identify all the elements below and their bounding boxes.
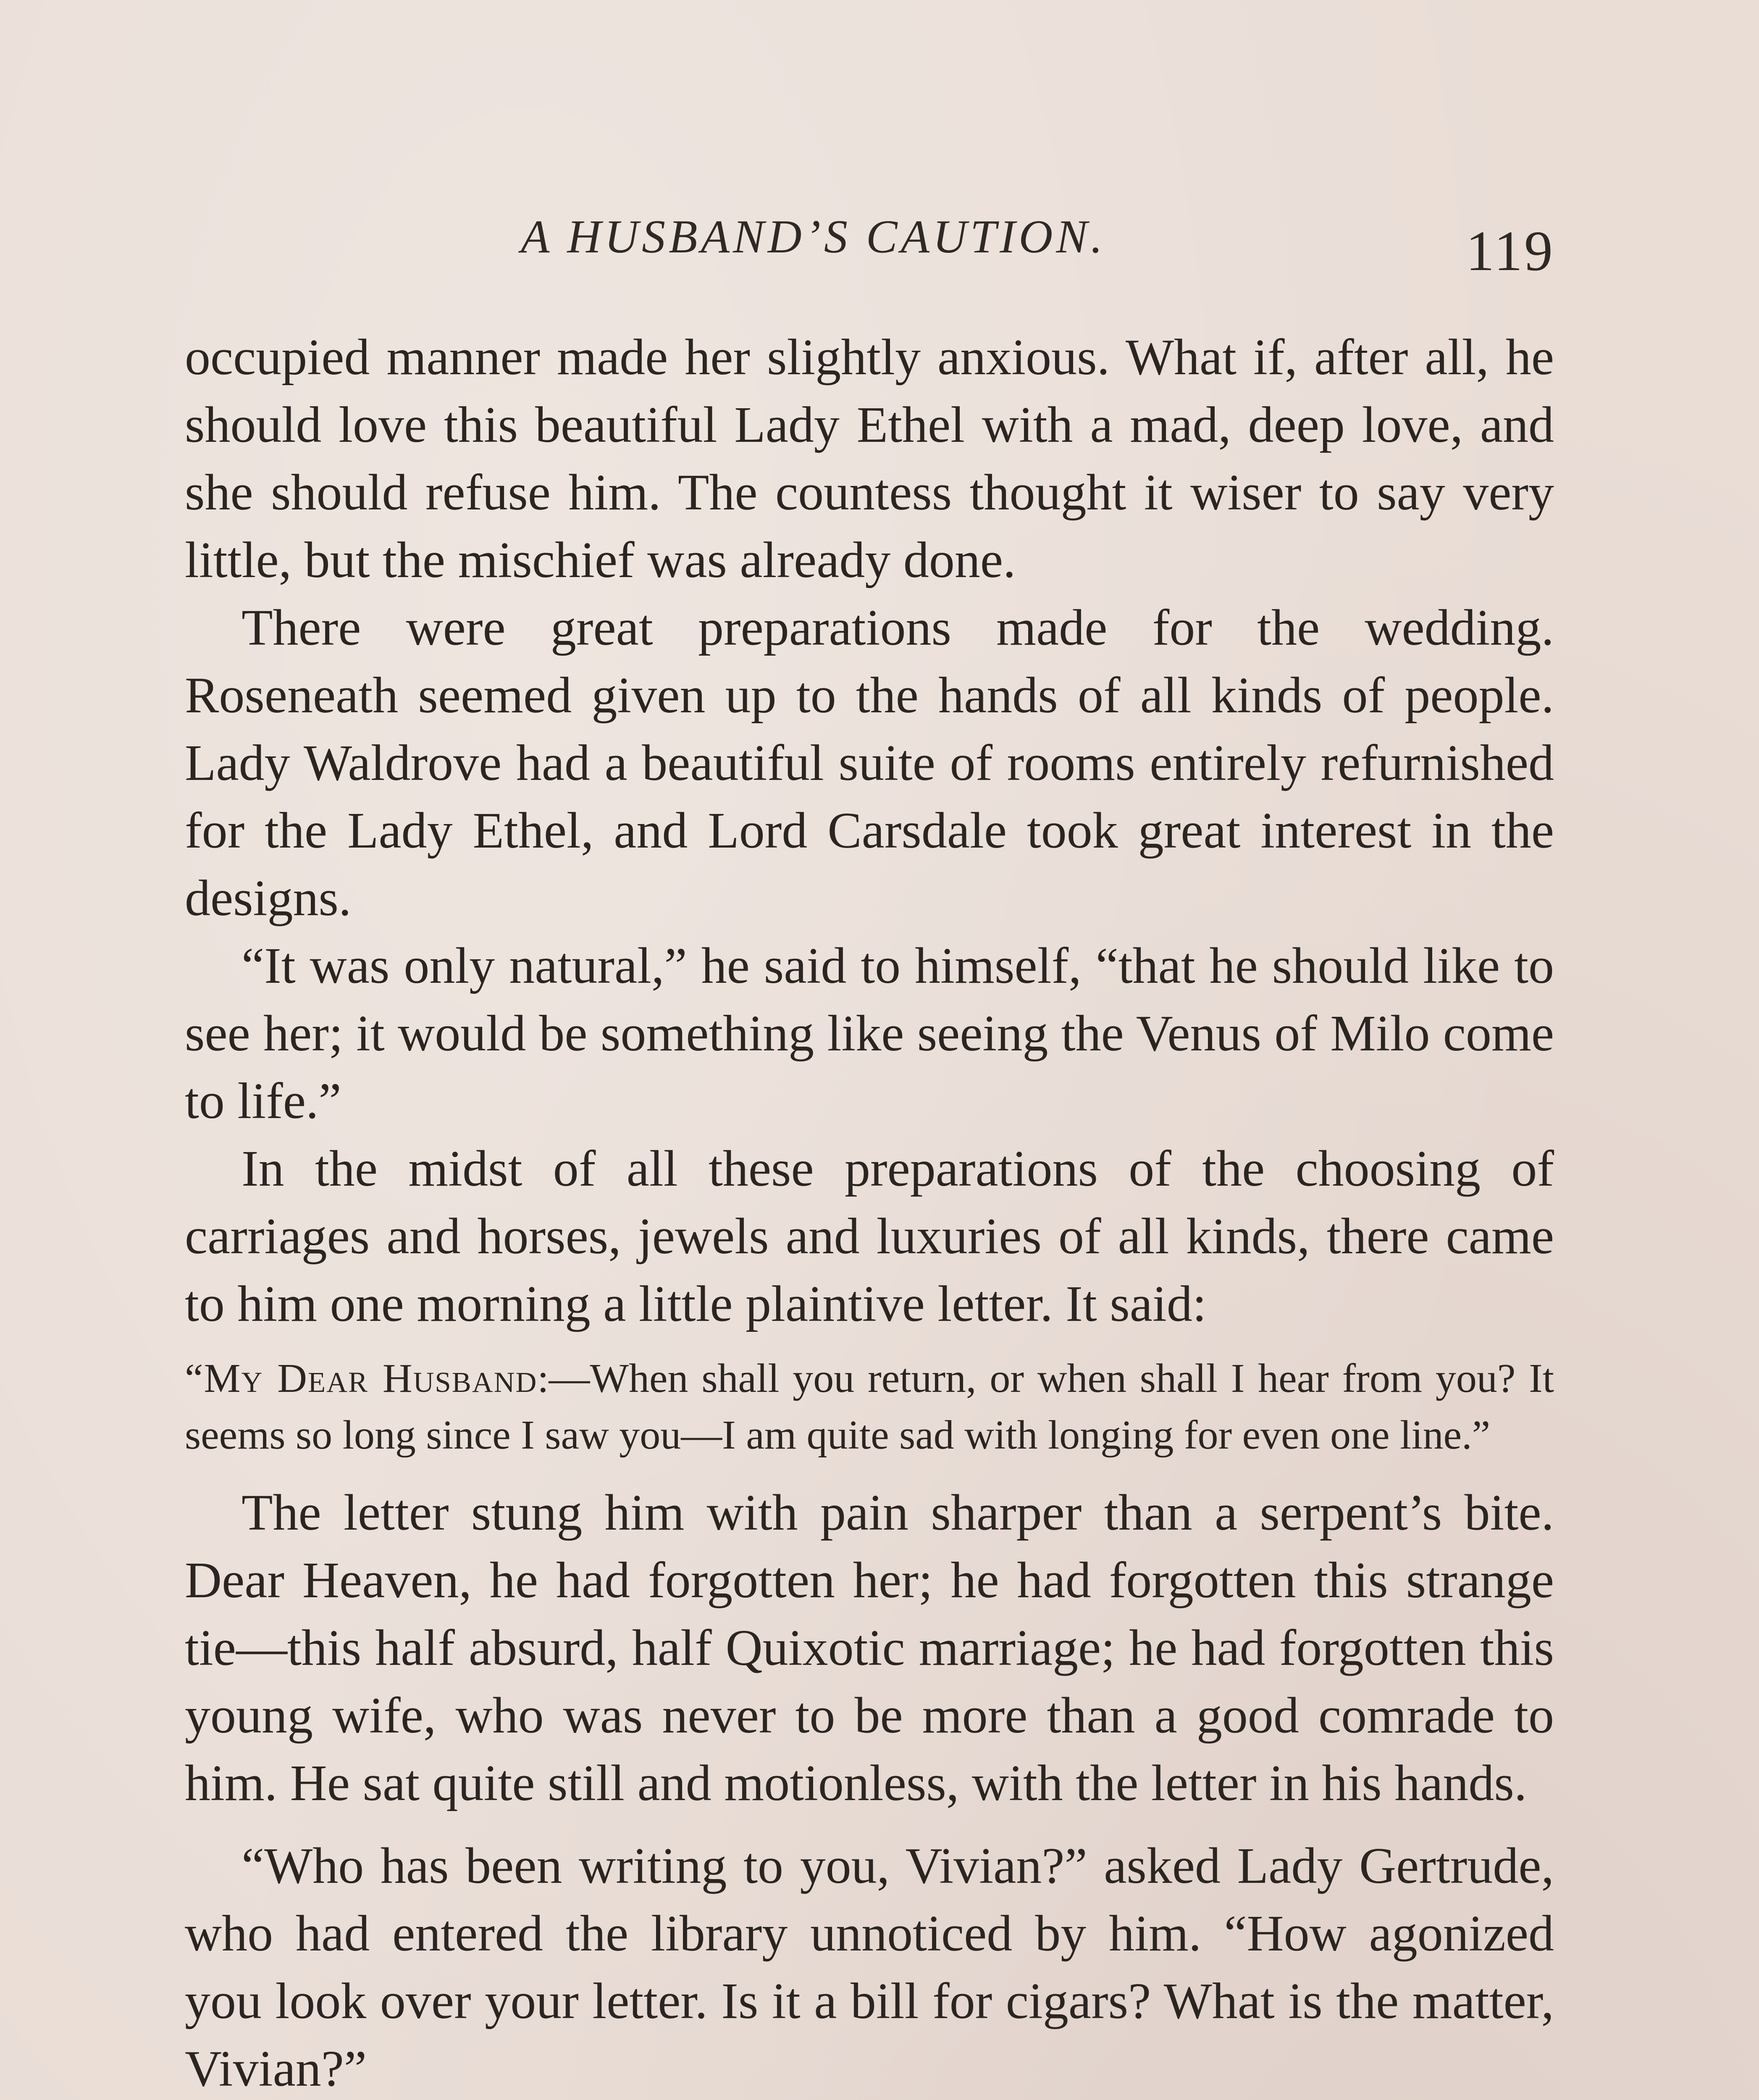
paragraph-4: In the midst of all these preparations of the choosing of carriages and horses, jewels and luxuries of all kinds, there came to him one morning a little plaintive letter. It said: <box>185 1140 1554 1332</box>
quoted-letter <box>185 1350 1554 1464</box>
letter-salutation: “My Dear Husband <box>185 1356 538 1401</box>
letter-text: :—When shall you return, or when shall I hear from you? It seems so long since I saw you—I am quite sad with longing for even one line.” <box>185 1356 1554 1458</box>
page-number: 119 <box>1466 220 1554 283</box>
paragraph-3: “It was only natural,” he said to himself, “that he should like to see her; it would be something like seeing the Venus of Milo come to life.” <box>185 937 1554 1129</box>
paragraph-1: occupied manner made her slightly anxious. What if, after all, he should love this beautiful Lady Ethel with a mad, deep love, and she should refuse him. The countess thought it wiser to say very little, but the mischief was already done. <box>185 329 1554 588</box>
body-text <box>185 323 1554 2100</box>
paragraph-6: “Who has been writing to you, Vivian?” asked Lady Gertrude, who had entered the library unnoticed by him. “How agonized you look over your letter. Is it a bill for cigars? What is the matter, Vivian?” <box>185 1838 1554 2097</box>
running-title: A HUSBAND’S CAUTION. <box>521 211 1106 263</box>
paragraph-2: There were great preparations made for the wedding. Roseneath seemed given up to the hands of all kinds of people. Lady Waldrove had a beautiful suite of rooms entirely refurnished for the Lady Ethel, and Lord Carsdale took great interest in the designs. <box>185 599 1554 927</box>
paragraph-5: The letter stung him with pain sharper than a serpent’s bite. Dear Heaven, he had forgotten her; he had forgotten this strange tie—this half absurd, half Quixotic marriage; he had forgotten this young wife, who was never to be more than a good comrade to him. He sat quite still and motionless, with the letter in his hands. <box>185 1484 1554 1811</box>
